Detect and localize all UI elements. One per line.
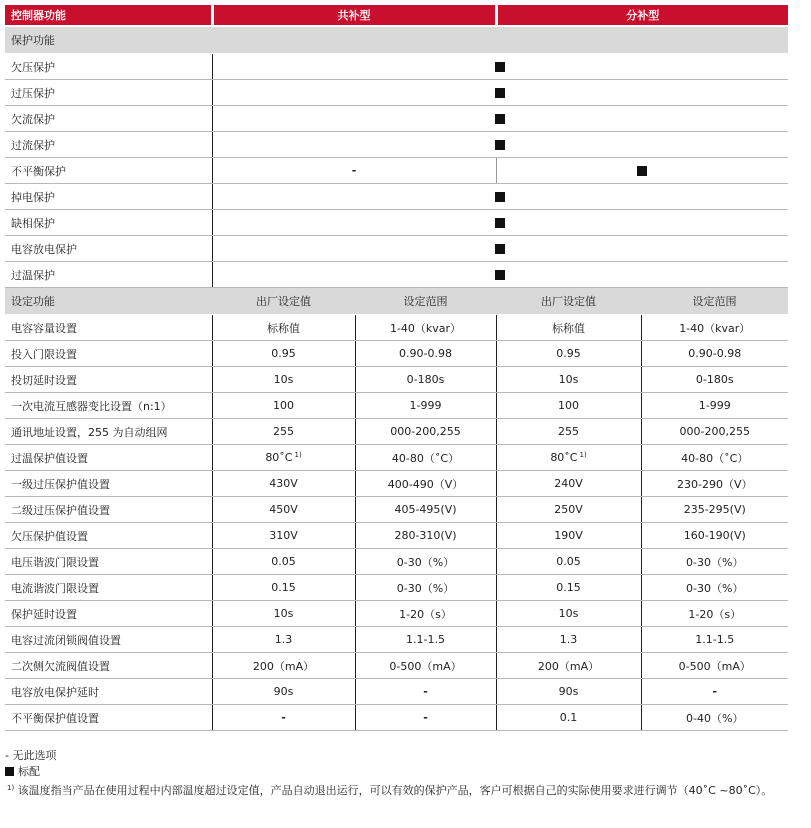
split-default-value [496, 523, 641, 549]
common-range-value-text: 1.1-1.5 [406, 633, 445, 646]
common-range-value-text: 405-495(V) [394, 503, 457, 516]
common-default-value-text: 450V [269, 503, 298, 516]
split-range-value [641, 497, 788, 523]
common-default-value [212, 575, 355, 601]
common-default-value [212, 523, 355, 549]
common-default-value-text: 430V [269, 477, 298, 490]
protection-label: 缺相保护 [5, 210, 212, 236]
common-default-value [212, 315, 355, 341]
split-default-value-text: 200（mA） [537, 659, 600, 673]
settings-row [5, 419, 788, 445]
settings-row [5, 497, 788, 523]
common-range-value [355, 575, 496, 601]
setting-label: 电容过流闭锁阀值设置 [5, 627, 212, 653]
protection-label: 欠流保护 [5, 106, 212, 132]
split-default-value-text: 80˚C [550, 451, 578, 464]
split-range-value-text: 160-190(V) [683, 529, 746, 542]
standard-value [212, 210, 788, 236]
filled-square-icon [495, 114, 505, 124]
split-default-value [496, 367, 641, 393]
common-range-value [355, 497, 496, 523]
common-range-value [355, 419, 496, 445]
common-range-header: 设定范围 [355, 288, 496, 315]
protection-row [5, 262, 788, 288]
filled-square-icon [495, 270, 505, 280]
common-range-value-text: 400-490（V） [387, 477, 464, 491]
standard-legend-label: 标配 [18, 765, 40, 778]
footnote-ref: 1) [579, 451, 587, 459]
split-range-value [641, 679, 788, 705]
split-default-header: 出厂设定值 [496, 288, 641, 315]
common-default-value-text: 200（mA） [252, 659, 315, 673]
controller-function-table [5, 5, 788, 731]
standard-value [212, 106, 788, 132]
common-default-value-text: 90s [273, 685, 294, 698]
settings-row [5, 705, 788, 731]
filled-square-icon [495, 244, 505, 254]
split-range-value-text: 0-40（%） [686, 711, 744, 725]
common-type-value [212, 158, 496, 184]
setting-label: 保护延时设置 [5, 601, 212, 627]
common-default-value-text: 1.3 [274, 633, 293, 646]
common-range-value-text: - [423, 711, 428, 724]
split-default-value-text: 90s [558, 685, 579, 698]
standard-value [212, 262, 788, 288]
split-default-value-text: 0.15 [556, 581, 581, 594]
common-range-value [355, 549, 496, 575]
setting-label: 投入门限设置 [5, 341, 212, 367]
split-range-value [641, 705, 788, 731]
common-default-value-text: 10s [273, 373, 294, 386]
common-range-value-text: 0.90-0.98 [399, 347, 452, 360]
settings-row [5, 601, 788, 627]
header-common-type: 共补型 [212, 5, 496, 26]
protection-label: 不平衡保护 [5, 158, 212, 184]
common-default-value [212, 601, 355, 627]
common-range-value-text: 1-999 [409, 399, 442, 412]
settings-row [5, 445, 788, 471]
settings-row [5, 549, 788, 575]
standard-value [212, 132, 788, 158]
common-range-value [355, 367, 496, 393]
split-default-value [496, 601, 641, 627]
protection-row [5, 158, 788, 184]
filled-square-icon [495, 192, 505, 202]
split-range-value-text: 0-180s [695, 373, 734, 386]
filled-square-icon [495, 140, 505, 150]
common-range-value-text: 1-20（s） [399, 607, 452, 621]
protection-label: 电容放电保护 [5, 236, 212, 262]
split-range-value [641, 575, 788, 601]
split-default-value-text: 190V [554, 529, 583, 542]
split-range-value [641, 601, 788, 627]
split-range-value [641, 419, 788, 445]
common-range-value [355, 523, 496, 549]
protection-row [5, 80, 788, 106]
split-default-value-text: 10s [558, 607, 579, 620]
split-default-value-text: 标称值 [552, 321, 585, 335]
footnote-text: 该温度指当产品在使用过程中内部温度超过设定值，产品自动退出运行，可以有效的保护产品，客户可根据自己的实际使用要求进行调节（40˚C ~80˚C）。 [17, 784, 773, 797]
split-default-value [496, 575, 641, 601]
split-range-value [641, 393, 788, 419]
split-default-value [496, 445, 641, 471]
common-default-value-text: - [281, 711, 286, 724]
split-default-value [496, 419, 641, 445]
setting-label: 不平衡保护值设置 [5, 705, 212, 731]
split-default-value-text: 240V [554, 477, 583, 490]
common-default-value [212, 705, 355, 731]
split-default-value [496, 341, 641, 367]
common-default-value [212, 497, 355, 523]
common-range-value [355, 705, 496, 731]
setting-label: 过温保护值设置 [5, 445, 212, 471]
protection-section-row [5, 26, 788, 54]
split-range-value-text: 1.1-1.5 [695, 633, 735, 646]
settings-row [5, 341, 788, 367]
common-default-value-text: 100 [273, 399, 294, 412]
common-range-value [355, 315, 496, 341]
common-default-value-text: 310V [269, 529, 298, 542]
dash-legend: - 无此选项 [5, 749, 57, 762]
settings-row [5, 471, 788, 497]
settings-row [5, 679, 788, 705]
protection-row [5, 54, 788, 80]
settings-row [5, 575, 788, 601]
common-default-value-text: 255 [273, 425, 294, 438]
protection-row [5, 106, 788, 132]
settings-section-title: 设定功能 [5, 288, 212, 315]
settings-row [5, 315, 788, 341]
protection-label: 过温保护 [5, 262, 212, 288]
setting-label: 电容容量设置 [5, 315, 212, 341]
split-range-value-text: 0.90-0.98 [688, 347, 742, 360]
split-range-value [641, 523, 788, 549]
common-range-value [355, 393, 496, 419]
split-default-value-text: 0.95 [556, 347, 581, 360]
header-function: 控制器功能 [5, 5, 212, 26]
footnote-mark: 1) [7, 784, 15, 792]
split-default-value-text: 10s [558, 373, 579, 386]
common-range-value [355, 471, 496, 497]
settings-row [5, 367, 788, 393]
filled-square-icon [637, 166, 647, 176]
setting-label: 电流谐波门限设置 [5, 575, 212, 601]
split-range-value [641, 315, 788, 341]
split-range-value-text: 000-200,255 [679, 425, 750, 438]
split-range-value-text: 235-295(V) [683, 503, 746, 516]
common-default-value [212, 627, 355, 653]
common-default-value-text: 0.15 [271, 581, 296, 594]
common-range-value [355, 627, 496, 653]
split-default-value-text: 0.1 [559, 711, 578, 724]
split-range-value-text: 0-500（mA） [678, 659, 751, 673]
split-range-value [641, 367, 788, 393]
split-default-value-text: 0.05 [556, 555, 581, 568]
split-default-value [496, 679, 641, 705]
standard-value [212, 184, 788, 210]
filled-square-icon [495, 218, 505, 228]
common-range-value-text: 0-180s [406, 373, 445, 386]
setting-label: 欠压保护值设置 [5, 523, 212, 549]
common-range-value [355, 445, 496, 471]
filled-square-icon [5, 767, 14, 776]
common-range-value-text: 000-200,255 [390, 425, 461, 438]
split-range-header: 设定范围 [641, 288, 788, 315]
common-default-value [212, 419, 355, 445]
settings-row [5, 653, 788, 679]
split-range-value-text: 1-999 [698, 399, 731, 412]
settings-row [5, 627, 788, 653]
standard-legend [5, 764, 795, 780]
common-range-value [355, 341, 496, 367]
standard-value [212, 236, 788, 262]
settings-row [5, 393, 788, 419]
table-header-row [5, 5, 788, 26]
split-default-value-text: 1.3 [559, 633, 578, 646]
footnote [5, 780, 795, 799]
split-default-value [496, 471, 641, 497]
common-default-value-text: 标称值 [267, 321, 300, 335]
split-default-value [496, 549, 641, 575]
split-default-value-text: 250V [554, 503, 583, 516]
setting-label: 一级过压保护值设置 [5, 471, 212, 497]
setting-label: 电容放电保护延时 [5, 679, 212, 705]
common-default-value [212, 653, 355, 679]
setting-label: 通讯地址设置，255 为自动组网 [5, 419, 212, 445]
header-split-type: 分补型 [496, 5, 788, 26]
protection-label: 欠压保护 [5, 54, 212, 80]
standard-value [212, 54, 788, 80]
common-default-value [212, 393, 355, 419]
split-range-value-text: 0-30（%） [686, 581, 744, 595]
split-default-value-text: 100 [558, 399, 579, 412]
standard-value [212, 80, 788, 106]
common-default-value-text: 80˚C [265, 451, 293, 464]
split-default-value [496, 705, 641, 731]
setting-label: 投切延时设置 [5, 367, 212, 393]
split-range-value [641, 341, 788, 367]
split-range-value [641, 445, 788, 471]
protection-row [5, 184, 788, 210]
protection-row [5, 132, 788, 158]
setting-label: 二次侧欠流阀值设置 [5, 653, 212, 679]
common-range-value [355, 653, 496, 679]
notes-block [5, 748, 795, 799]
split-default-value [496, 627, 641, 653]
settings-row [5, 523, 788, 549]
protection-row [5, 210, 788, 236]
split-range-value [641, 471, 788, 497]
common-range-value-text: 0-30（%） [396, 581, 455, 595]
common-range-value [355, 679, 496, 705]
common-range-value-text: - [423, 685, 428, 698]
split-range-value-text: 40-80（˚C） [681, 451, 749, 465]
common-default-value [212, 471, 355, 497]
split-default-value [496, 497, 641, 523]
dash-value: - [351, 164, 357, 177]
setting-label: 电压谐波门限设置 [5, 549, 212, 575]
common-range-value-text: 40-80（˚C） [391, 451, 460, 465]
common-default-value [212, 549, 355, 575]
footnote-ref: 1) [294, 451, 302, 459]
split-default-value [496, 653, 641, 679]
protection-label: 过流保护 [5, 132, 212, 158]
protection-section-title: 保护功能 [5, 26, 788, 54]
setting-label: 二级过压保护值设置 [5, 497, 212, 523]
common-range-value-text: 280-310(V) [394, 529, 457, 542]
split-type-value [496, 158, 788, 184]
split-range-value-text: 1-20（s） [688, 607, 742, 621]
split-range-value [641, 549, 788, 575]
split-range-value-text: - [712, 685, 718, 698]
common-default-value-text: 0.05 [271, 555, 296, 568]
split-default-value [496, 393, 641, 419]
split-range-value-text: 1-40（kvar） [679, 321, 751, 335]
common-default-value-text: 0.95 [271, 347, 296, 360]
common-default-value-text: 10s [273, 607, 294, 620]
split-range-value [641, 627, 788, 653]
common-default-value [212, 341, 355, 367]
split-default-value-text: 255 [558, 425, 579, 438]
split-range-value-text: 230-290（V） [677, 477, 753, 491]
common-default-header: 出厂设定值 [212, 288, 355, 315]
common-default-value [212, 679, 355, 705]
common-range-value-text: 1-40（kvar） [389, 321, 462, 335]
common-default-value [212, 367, 355, 393]
protection-label: 掉电保护 [5, 184, 212, 210]
filled-square-icon [495, 62, 505, 72]
split-default-value [496, 315, 641, 341]
common-range-value [355, 601, 496, 627]
split-range-value-text: 0-30（%） [686, 555, 744, 569]
protection-row [5, 236, 788, 262]
split-range-value [641, 653, 788, 679]
setting-label: 一次电流互感器变比设置（n:1） [5, 393, 212, 419]
common-range-value-text: 0-500（mA） [389, 659, 462, 673]
common-range-value-text: 0-30（%） [396, 555, 455, 569]
common-default-value [212, 445, 355, 471]
filled-square-icon [495, 88, 505, 98]
protection-label: 过压保护 [5, 80, 212, 106]
settings-section-row [5, 288, 788, 315]
